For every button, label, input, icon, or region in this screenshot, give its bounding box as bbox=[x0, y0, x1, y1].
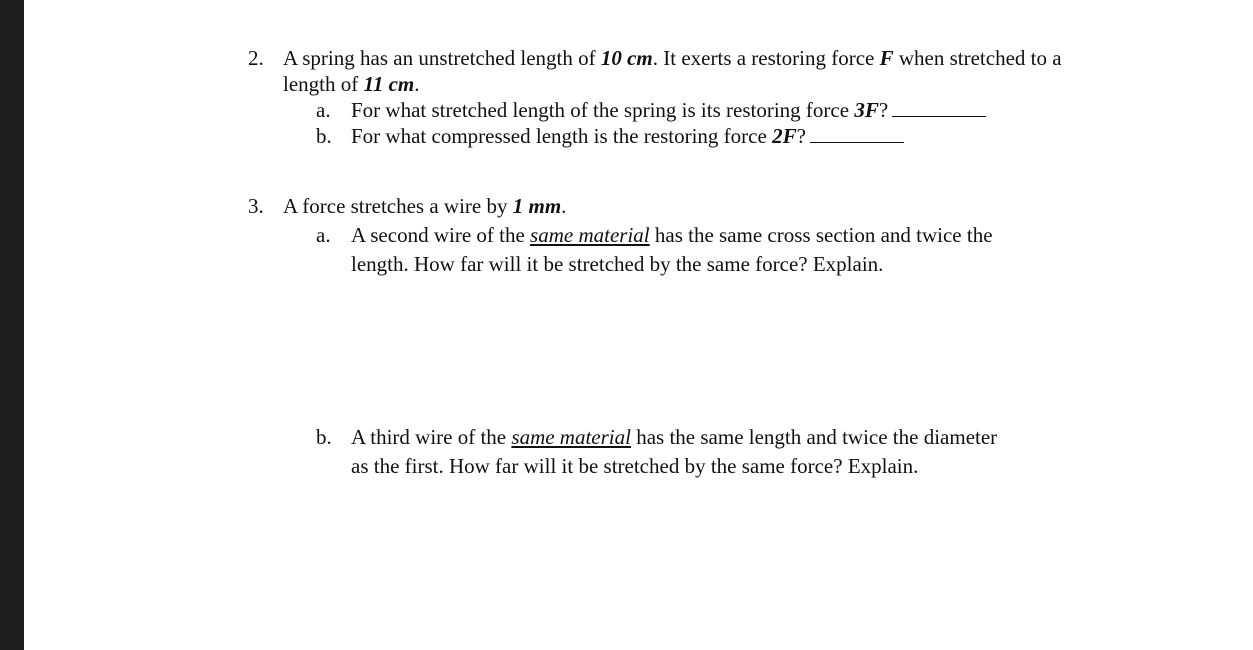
problem-2-stem-line-2 bbox=[283, 71, 419, 97]
text: A spring has an unstretched length of bbox=[283, 46, 601, 70]
text: when stretched to a bbox=[893, 46, 1062, 70]
problem-3a-line-1 bbox=[351, 222, 993, 248]
problem-2b-label: b. bbox=[316, 124, 332, 148]
text: A force stretches a wire by bbox=[283, 194, 513, 218]
value: 1 mm bbox=[512, 194, 562, 218]
text: has the same length and twice the diameter bbox=[630, 425, 998, 449]
text: has the same cross section and twice the bbox=[649, 223, 993, 247]
problem-3b-line-2: as the first. How far will it be stretched by the same force? Explain. bbox=[351, 454, 919, 478]
problem-2b-text bbox=[351, 123, 904, 149]
problem-3-stem bbox=[283, 193, 566, 219]
text: ? bbox=[878, 98, 889, 122]
problem-2a-text bbox=[351, 97, 986, 123]
problem-3b-label: b. bbox=[316, 425, 332, 449]
text: . bbox=[414, 72, 420, 96]
emphasis: same material bbox=[511, 425, 631, 449]
problem-2-number: 2. bbox=[248, 46, 264, 70]
text: ? bbox=[796, 124, 806, 148]
text: For what compressed length is the restoring force bbox=[351, 124, 773, 148]
text: A third wire of the bbox=[351, 425, 512, 449]
variable: F bbox=[879, 46, 894, 70]
problem-2a-label: a. bbox=[316, 98, 331, 122]
value: 3F bbox=[854, 98, 879, 122]
text: . It exerts a restoring force bbox=[652, 46, 880, 70]
problem-3a-line-2: length. How far will it be stretched by the same force? Explain. bbox=[351, 252, 884, 276]
emphasis: same material bbox=[530, 223, 650, 247]
value: 2F bbox=[772, 124, 797, 148]
left-dark-bar bbox=[0, 0, 24, 650]
problem-3-number: 3. bbox=[248, 194, 264, 218]
text: . bbox=[561, 194, 567, 218]
value: 11 cm bbox=[363, 72, 415, 96]
text: For what stretched length of the spring is its restoring force bbox=[351, 98, 855, 122]
answer-blank[interactable] bbox=[810, 124, 904, 143]
problem-2-stem-line-1 bbox=[283, 45, 1062, 71]
text: A second wire of the bbox=[351, 223, 531, 247]
problem-3a-label: a. bbox=[316, 223, 331, 247]
value: 10 cm bbox=[600, 46, 653, 70]
answer-blank[interactable] bbox=[892, 98, 986, 117]
text: length of bbox=[283, 72, 364, 96]
problem-3b-line-1 bbox=[351, 424, 997, 450]
